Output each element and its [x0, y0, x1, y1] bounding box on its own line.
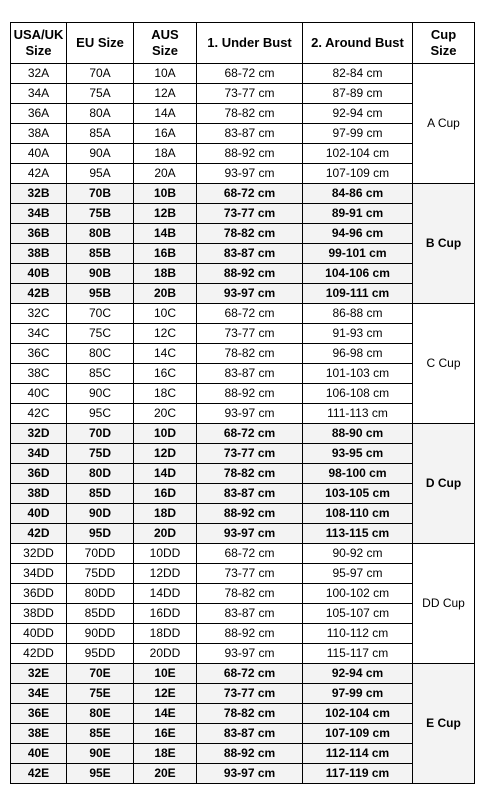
cell-eu-size: 70E — [67, 664, 134, 684]
cell-eu-size: 90C — [67, 384, 134, 404]
cell-aus-size: 10D — [134, 424, 197, 444]
cell-aus-size: 20DD — [134, 644, 197, 664]
cell-usa-uk-size: 42DD — [11, 644, 67, 664]
cell-eu-size: 80A — [67, 104, 134, 124]
cell-aus-size: 10B — [134, 184, 197, 204]
cell-around-bust: 101-103 cm — [303, 364, 413, 384]
cell-under-bust: 93-97 cm — [197, 284, 303, 304]
cell-under-bust: 88-92 cm — [197, 384, 303, 404]
cell-usa-uk-size: 34DD — [11, 564, 67, 584]
cell-aus-size: 10E — [134, 664, 197, 684]
cell-aus-size: 10C — [134, 304, 197, 324]
table-row — [11, 624, 475, 644]
cell-around-bust: 96-98 cm — [303, 344, 413, 364]
cell-cup-size: B Cup — [413, 184, 475, 304]
cell-aus-size: 16B — [134, 244, 197, 264]
cell-under-bust: 78-82 cm — [197, 704, 303, 724]
table-row — [11, 464, 475, 484]
cell-aus-size: 14C — [134, 344, 197, 364]
cell-aus-size: 16A — [134, 124, 197, 144]
cell-usa-uk-size: 32DD — [11, 544, 67, 564]
cell-under-bust: 93-97 cm — [197, 164, 303, 184]
table-row — [11, 524, 475, 544]
cell-aus-size: 12C — [134, 324, 197, 344]
size-chart-table — [10, 22, 475, 784]
cell-under-bust: 73-77 cm — [197, 444, 303, 464]
cell-usa-uk-size: 36D — [11, 464, 67, 484]
cell-aus-size: 16C — [134, 364, 197, 384]
table-row — [11, 664, 475, 684]
cell-usa-uk-size: 42D — [11, 524, 67, 544]
cell-usa-uk-size: 38A — [11, 124, 67, 144]
cell-cup-size: C Cup — [413, 304, 475, 424]
cell-around-bust: 92-94 cm — [303, 664, 413, 684]
cell-around-bust: 104-106 cm — [303, 264, 413, 284]
cell-eu-size: 75C — [67, 324, 134, 344]
table-row — [11, 324, 475, 344]
cell-under-bust: 93-97 cm — [197, 524, 303, 544]
cell-under-bust: 83-87 cm — [197, 244, 303, 264]
table-row — [11, 544, 475, 564]
cell-eu-size: 95E — [67, 764, 134, 784]
cell-aus-size: 14A — [134, 104, 197, 124]
cell-around-bust: 107-109 cm — [303, 724, 413, 744]
cell-around-bust: 107-109 cm — [303, 164, 413, 184]
cell-aus-size: 16D — [134, 484, 197, 504]
header-usa-uk-size: USA/UK Size — [11, 23, 67, 64]
cell-under-bust: 83-87 cm — [197, 364, 303, 384]
cell-usa-uk-size: 42E — [11, 764, 67, 784]
cell-under-bust: 68-72 cm — [197, 544, 303, 564]
table-row — [11, 764, 475, 784]
cell-usa-uk-size: 36A — [11, 104, 67, 124]
cell-eu-size: 95A — [67, 164, 134, 184]
header-eu-size: EU Size — [67, 23, 134, 64]
table-row — [11, 224, 475, 244]
cell-eu-size: 95B — [67, 284, 134, 304]
cell-eu-size: 85E — [67, 724, 134, 744]
cell-usa-uk-size: 42C — [11, 404, 67, 424]
cell-eu-size: 85A — [67, 124, 134, 144]
table-row — [11, 584, 475, 604]
cell-aus-size: 16DD — [134, 604, 197, 624]
header-aus-size: AUS Size — [134, 23, 197, 64]
cell-around-bust: 106-108 cm — [303, 384, 413, 404]
cell-cup-size: DD Cup — [413, 544, 475, 664]
cell-usa-uk-size: 40E — [11, 744, 67, 764]
cell-under-bust: 78-82 cm — [197, 344, 303, 364]
cell-around-bust: 90-92 cm — [303, 544, 413, 564]
cell-usa-uk-size: 36B — [11, 224, 67, 244]
table-row — [11, 504, 475, 524]
cell-eu-size: 80D — [67, 464, 134, 484]
cell-usa-uk-size: 34D — [11, 444, 67, 464]
table-row — [11, 444, 475, 464]
cell-aus-size: 12A — [134, 84, 197, 104]
header-row — [11, 23, 475, 64]
table-row — [11, 484, 475, 504]
cell-usa-uk-size: 42B — [11, 284, 67, 304]
cell-around-bust: 94-96 cm — [303, 224, 413, 244]
cell-around-bust: 105-107 cm — [303, 604, 413, 624]
cell-under-bust: 73-77 cm — [197, 84, 303, 104]
table-row — [11, 164, 475, 184]
cell-eu-size: 85C — [67, 364, 134, 384]
table-row — [11, 124, 475, 144]
cell-aus-size: 14B — [134, 224, 197, 244]
cell-under-bust: 68-72 cm — [197, 424, 303, 444]
cell-under-bust: 93-97 cm — [197, 644, 303, 664]
table-row — [11, 404, 475, 424]
cell-cup-size: A Cup — [413, 64, 475, 184]
table-header — [11, 23, 475, 64]
cell-usa-uk-size: 38DD — [11, 604, 67, 624]
cell-usa-uk-size: 36DD — [11, 584, 67, 604]
table-row — [11, 204, 475, 224]
table-row — [11, 244, 475, 264]
cell-around-bust: 108-110 cm — [303, 504, 413, 524]
cell-usa-uk-size: 32D — [11, 424, 67, 444]
cell-under-bust: 78-82 cm — [197, 464, 303, 484]
cell-around-bust: 95-97 cm — [303, 564, 413, 584]
cell-aus-size: 20C — [134, 404, 197, 424]
cell-usa-uk-size: 32E — [11, 664, 67, 684]
cell-under-bust: 88-92 cm — [197, 504, 303, 524]
cell-aus-size: 20E — [134, 764, 197, 784]
cell-aus-size: 18DD — [134, 624, 197, 644]
cell-around-bust: 112-114 cm — [303, 744, 413, 764]
cell-usa-uk-size: 38B — [11, 244, 67, 264]
cell-under-bust: 68-72 cm — [197, 64, 303, 84]
cell-usa-uk-size: 42A — [11, 164, 67, 184]
cell-under-bust: 83-87 cm — [197, 724, 303, 744]
cell-aus-size: 16E — [134, 724, 197, 744]
cell-aus-size: 18D — [134, 504, 197, 524]
cell-under-bust: 83-87 cm — [197, 124, 303, 144]
cell-around-bust: 102-104 cm — [303, 144, 413, 164]
cell-usa-uk-size: 32A — [11, 64, 67, 84]
cell-eu-size: 90DD — [67, 624, 134, 644]
cell-eu-size: 90D — [67, 504, 134, 524]
cell-around-bust: 110-112 cm — [303, 624, 413, 644]
cell-usa-uk-size: 38E — [11, 724, 67, 744]
cell-around-bust: 113-115 cm — [303, 524, 413, 544]
cell-under-bust: 68-72 cm — [197, 184, 303, 204]
cell-aus-size: 12DD — [134, 564, 197, 584]
cell-under-bust: 78-82 cm — [197, 104, 303, 124]
cell-aus-size: 18B — [134, 264, 197, 284]
table-row — [11, 564, 475, 584]
cell-around-bust: 87-89 cm — [303, 84, 413, 104]
cell-eu-size: 75E — [67, 684, 134, 704]
cell-aus-size: 20D — [134, 524, 197, 544]
header-cup-size: Cup Size — [413, 23, 475, 64]
cell-around-bust: 88-90 cm — [303, 424, 413, 444]
cell-eu-size: 80C — [67, 344, 134, 364]
header-under-bust: 1. Under Bust — [197, 23, 303, 64]
cell-around-bust: 111-113 cm — [303, 404, 413, 424]
cell-under-bust: 88-92 cm — [197, 264, 303, 284]
cell-under-bust: 83-87 cm — [197, 484, 303, 504]
cell-usa-uk-size: 40D — [11, 504, 67, 524]
cell-under-bust: 88-92 cm — [197, 744, 303, 764]
cell-eu-size: 85D — [67, 484, 134, 504]
table-row — [11, 284, 475, 304]
cell-usa-uk-size: 34A — [11, 84, 67, 104]
table-row — [11, 724, 475, 744]
cell-eu-size: 70D — [67, 424, 134, 444]
cell-usa-uk-size: 36C — [11, 344, 67, 364]
table-row — [11, 184, 475, 204]
cell-around-bust: 97-99 cm — [303, 684, 413, 704]
cell-eu-size: 75DD — [67, 564, 134, 584]
cell-around-bust: 100-102 cm — [303, 584, 413, 604]
cell-eu-size: 90B — [67, 264, 134, 284]
table-row — [11, 604, 475, 624]
table-body — [11, 64, 475, 784]
cell-eu-size: 75A — [67, 84, 134, 104]
cell-usa-uk-size: 38C — [11, 364, 67, 384]
cell-eu-size: 70B — [67, 184, 134, 204]
cell-eu-size: 80DD — [67, 584, 134, 604]
table-row — [11, 104, 475, 124]
table-row — [11, 344, 475, 364]
cell-under-bust: 93-97 cm — [197, 404, 303, 424]
cell-aus-size: 10A — [134, 64, 197, 84]
cell-usa-uk-size: 32B — [11, 184, 67, 204]
cell-usa-uk-size: 34E — [11, 684, 67, 704]
cell-under-bust: 68-72 cm — [197, 304, 303, 324]
cell-under-bust: 68-72 cm — [197, 664, 303, 684]
cell-eu-size: 80E — [67, 704, 134, 724]
cell-usa-uk-size: 40B — [11, 264, 67, 284]
cell-eu-size: 90A — [67, 144, 134, 164]
table-row — [11, 144, 475, 164]
cell-eu-size: 90E — [67, 744, 134, 764]
cell-around-bust: 109-111 cm — [303, 284, 413, 304]
table-row — [11, 704, 475, 724]
cell-around-bust: 89-91 cm — [303, 204, 413, 224]
header-around-bust: 2. Around Bust — [303, 23, 413, 64]
table-row — [11, 744, 475, 764]
table-row — [11, 64, 475, 84]
cell-around-bust: 102-104 cm — [303, 704, 413, 724]
cell-under-bust: 83-87 cm — [197, 604, 303, 624]
cell-usa-uk-size: 32C — [11, 304, 67, 324]
cell-aus-size: 18C — [134, 384, 197, 404]
cell-eu-size: 95D — [67, 524, 134, 544]
cell-usa-uk-size: 34C — [11, 324, 67, 344]
cell-usa-uk-size: 40DD — [11, 624, 67, 644]
cell-eu-size: 75D — [67, 444, 134, 464]
cell-around-bust: 82-84 cm — [303, 64, 413, 84]
cell-eu-size: 70DD — [67, 544, 134, 564]
cell-aus-size: 18A — [134, 144, 197, 164]
cell-around-bust: 84-86 cm — [303, 184, 413, 204]
cell-around-bust: 97-99 cm — [303, 124, 413, 144]
cell-eu-size: 70A — [67, 64, 134, 84]
cell-aus-size: 14D — [134, 464, 197, 484]
cell-aus-size: 14E — [134, 704, 197, 724]
cell-cup-size: D Cup — [413, 424, 475, 544]
table-row — [11, 304, 475, 324]
cell-usa-uk-size: 38D — [11, 484, 67, 504]
cell-aus-size: 12D — [134, 444, 197, 464]
cell-under-bust: 73-77 cm — [197, 204, 303, 224]
cell-around-bust: 115-117 cm — [303, 644, 413, 664]
cell-around-bust: 86-88 cm — [303, 304, 413, 324]
cell-around-bust: 91-93 cm — [303, 324, 413, 344]
cell-under-bust: 78-82 cm — [197, 224, 303, 244]
cell-aus-size: 10DD — [134, 544, 197, 564]
table-row — [11, 424, 475, 444]
cell-aus-size: 20B — [134, 284, 197, 304]
cell-aus-size: 12B — [134, 204, 197, 224]
cell-around-bust: 93-95 cm — [303, 444, 413, 464]
cell-eu-size: 85DD — [67, 604, 134, 624]
cell-eu-size: 80B — [67, 224, 134, 244]
cell-eu-size: 85B — [67, 244, 134, 264]
table-row — [11, 384, 475, 404]
cell-under-bust: 73-77 cm — [197, 684, 303, 704]
cell-aus-size: 14DD — [134, 584, 197, 604]
cell-cup-size: E Cup — [413, 664, 475, 784]
cell-around-bust: 103-105 cm — [303, 484, 413, 504]
cell-usa-uk-size: 40C — [11, 384, 67, 404]
table-row — [11, 264, 475, 284]
cell-aus-size: 20A — [134, 164, 197, 184]
cell-around-bust: 117-119 cm — [303, 764, 413, 784]
cell-eu-size: 95C — [67, 404, 134, 424]
table-row — [11, 644, 475, 664]
cell-around-bust: 98-100 cm — [303, 464, 413, 484]
cell-under-bust: 88-92 cm — [197, 624, 303, 644]
cell-under-bust: 93-97 cm — [197, 764, 303, 784]
cell-usa-uk-size: 40A — [11, 144, 67, 164]
cell-aus-size: 18E — [134, 744, 197, 764]
table-row — [11, 684, 475, 704]
cell-usa-uk-size: 34B — [11, 204, 67, 224]
cell-usa-uk-size: 36E — [11, 704, 67, 724]
cell-eu-size: 70C — [67, 304, 134, 324]
table-row — [11, 364, 475, 384]
cell-under-bust: 88-92 cm — [197, 144, 303, 164]
table-row — [11, 84, 475, 104]
cell-eu-size: 75B — [67, 204, 134, 224]
cell-under-bust: 73-77 cm — [197, 324, 303, 344]
cell-aus-size: 12E — [134, 684, 197, 704]
cell-eu-size: 95DD — [67, 644, 134, 664]
cell-around-bust: 99-101 cm — [303, 244, 413, 264]
cell-under-bust: 73-77 cm — [197, 564, 303, 584]
cell-around-bust: 92-94 cm — [303, 104, 413, 124]
cell-under-bust: 78-82 cm — [197, 584, 303, 604]
